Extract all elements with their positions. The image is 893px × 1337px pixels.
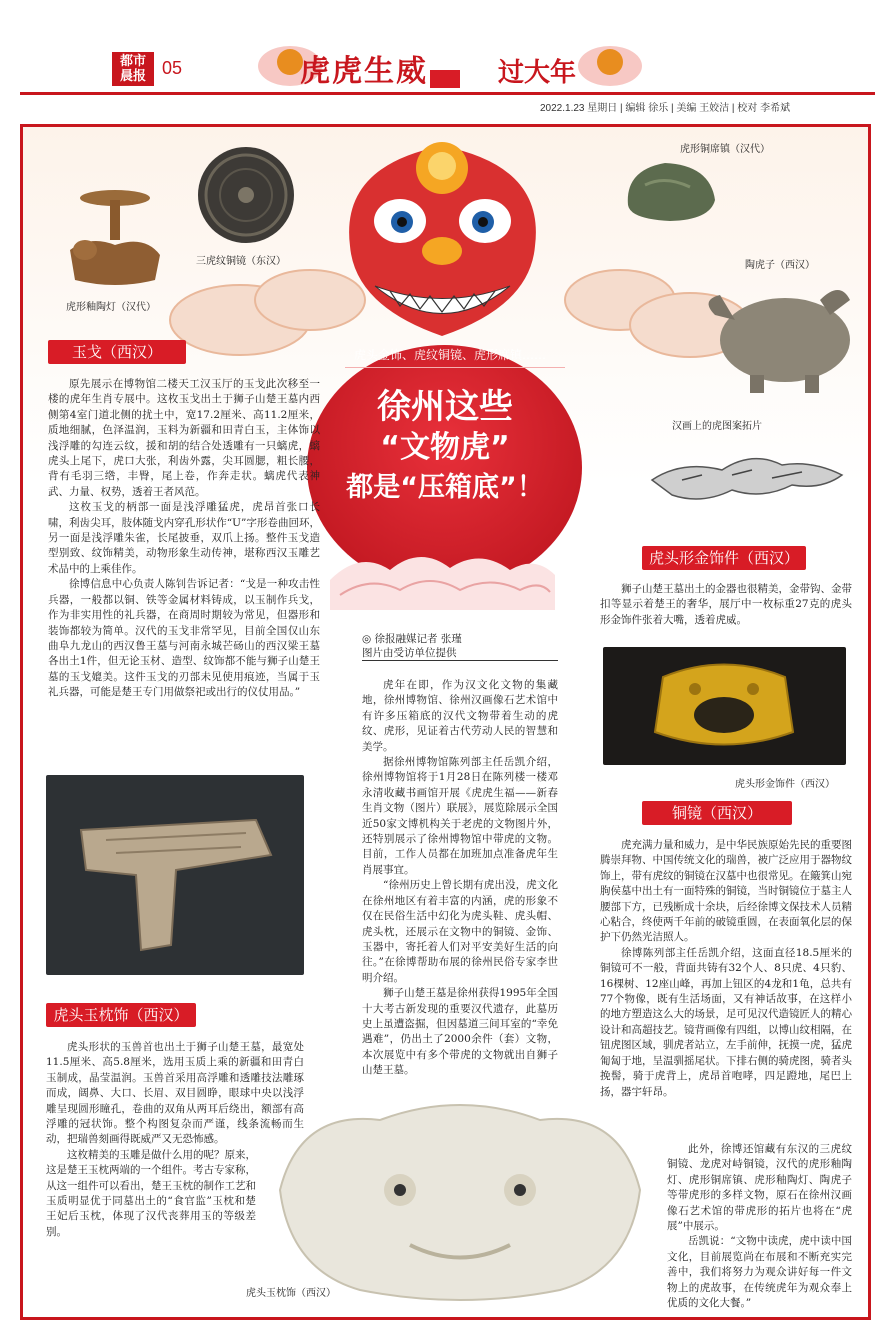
- jade-ge-article: [48, 377, 320, 701]
- lion-head-illustration: [330, 126, 555, 346]
- bronze-mirror-paragraph-2: 徐博陈列部主任岳凯介绍，这面直径18.5厘米的铜镜可不一般，背面共铸有32个人、8只虎、4只豹、16棵树、12座山峰，再加上钮区的4龙和1龟，总共有77个物像，既有生活场面，又有神话故事，在这样小的地方塑造这么大的场景，足可见汉代造镜匠人的精心设计和高超技艺。镜背画像有四组，以博山纹相隔，在钮虎图区域，驯虎者站立，左手前伸，抚摸一虎，猛虎匍匐于地，呈温驯摇尾状。下排右侧的骑虎图，骑者头挽髻，骑于虎背上，虎昂首咆哮，四足蹬地，尾巴上扬，器宇轩昂。: [600, 946, 852, 1098]
- jade-ge-paragraph-2: 这枚玉戈的柄部一面是浅浮雕猛虎，虎昂首张口长啸，利齿尖耳，肢体随戈内穿孔形状作“U”字形卷曲回环，另一面是浅浮雕朱雀，长尾披垂，双爪上扬。整件玉戈造型别致、纹饰精美，动物形象生动传神，堪称西汉玉雕艺术品中的上乘佳作。: [48, 501, 320, 575]
- logo-line-1: 都市: [119, 54, 146, 69]
- bronze-mirror-heading: 铜镜（西汉）: [642, 801, 792, 825]
- page-number: 05: [162, 58, 183, 78]
- bronze-mirror-article: [600, 838, 852, 1100]
- headline-kicker: 虎头金饰、虎纹铜镜、虎形席镇……: [353, 348, 546, 362]
- jade-ge-heading: 玉戈（西汉）: [48, 340, 186, 364]
- mat-weight-caption: 虎形铜席镇（汉代）: [680, 144, 770, 155]
- banner-title: 虎虎生威: [300, 54, 428, 89]
- jade-pillow-heading: 虎头玉枕饰（西汉）: [46, 1003, 196, 1027]
- gold-fitting-caption: 虎头形金饰件（西汉）: [735, 779, 835, 790]
- credit-line: 2022.1.23 星期日 | 编辑 徐乐 | 美编 王姣洁 | 校对 李希斌: [540, 103, 791, 114]
- center-article: [362, 678, 558, 1079]
- center-paragraph-3: “徐州历史上曾长期有虎出没，虎文化在徐州地区有着丰富的内涵，虎的形象不仅在民俗生活中幻化为虎头鞋、虎头帽、虎头枕，还展示在文物中的铜镜、金饰、玉器中，寄托着人们对平安美好生活的向往。”在徐博帮助布展的徐州民俗专家李世明介绍。: [362, 879, 558, 984]
- jade-pillow-paragraph-1: 虎头形状的玉兽首也出土于狮子山楚王墓，最宽处11.5厘米、高5.8厘米，选用玉质上乘的新疆和田青白玉制成，晶莹温润。玉兽首采用高浮雕和透雕技法雕琢而成，阔鼻、大口、长眉、双目圆睁，眼球中央以浅浮雕呈现圆形瞳孔，卷曲的双角从两耳后绕出，额部有高浮雕的冠状饰。整个构图复杂而严谨，线条流畅而生动，把瑞兽刻画得既威严又无恐怖感。: [46, 1041, 304, 1146]
- gold-fitting-article: [600, 582, 852, 628]
- wave-decoration: [330, 540, 555, 610]
- rubbing-caption: 汉画上的虎图案拓片: [672, 421, 762, 432]
- kicker-rule: [345, 367, 565, 368]
- center-paragraph-4: 狮子山楚王墓是徐州获得1995年全国十大考古新发现的重要汉代遗存，此墓历史上虽遭盗掘，但因墓道三间耳室的“幸免遇难”，仍出土了2000余件（套）文物，本次展览中有多个带虎的文物就出自狮子山楚王墓。: [362, 987, 558, 1077]
- byline-rule: [362, 660, 558, 661]
- pottery-tiger-photo: [690, 270, 860, 400]
- center-paragraph-1: 虎年在即，作为汉文化文物的集藏地，徐州博物馆、徐州汉画像石艺术馆中有许多压箱底的汉代文物带着生动的虎纹、虎形，见证着古代劳动人民的智慧和美学。: [362, 679, 558, 753]
- newspaper-logo: [112, 52, 154, 86]
- headline-line-3: 都是“压箱底”！: [346, 472, 544, 503]
- byline: [362, 632, 552, 660]
- byline-photo-credit: 图片由受访单位提供: [362, 647, 457, 659]
- logo-line-2: 晨报: [119, 69, 146, 84]
- jade-ge-paragraph-1: 原先展示在博物馆二楼天工汉玉厅的玉戈此次移至一楼的虎年生肖专展中。这枚玉戈出土于狮子山楚王墓内西侧第4室门道北侧的扰土中，宽17.2厘米、高11.2厘米，质地细腻，色泽温润，玉料为新疆和田青白玉，主体饰以浅浮雕的勾连云纹，援和胡的结合处透雕有一只螭虎，螭虎头上尾下，虎口大张，利齿外露，尖耳圆腮，粗长腰，背有毛羽三绺，丰臀，尾上卷，作奔走状。螭虎代表神武、力量、权势，透着王者风范。: [48, 378, 320, 498]
- bronze-mirror-article-continued: [667, 1142, 852, 1311]
- bronze-mirror-paragraph-4: 岳凯说：“文物中读虎，虎中读中国文化，目前展览尚在布展和不断充实完善中，我们将努力为观众讲好每一件文物上的虎故事，在传统虎年为观众奉上优质的文化大餐。”: [667, 1235, 852, 1310]
- gold-fitting-photo: [603, 647, 846, 765]
- center-paragraph-2: 据徐州博物馆陈列部主任岳凯介绍，徐州博物馆将于1月28日在陈列楼一楼邓永清收藏书画馆开展《虎虎生福——新春生肖文物（图片）联展》，展览除展示全国近50家文博机构关于老虎的文物图片外，还特别展示了徐州博物馆中带虎的文物。目前，工作人员都在加班加点准备虎年生肖展事宜。: [362, 756, 558, 876]
- header-rule: [20, 92, 875, 95]
- jade-pillow-photo: [260, 1070, 660, 1310]
- jade-ge-paragraph-3: 徐博信息中心负责人陈钊告诉记者：“戈是一种攻击性兵器，一般都以铜、铁等金属材料铸成，以玉制作兵戈，作为非实用性的礼兵器，在商周时期较为常见，但器形和装饰都较为简单。汉代的玉戈非常罕见，目前全国仅山东曲阜九龙山的西汉鲁王墓与河南永城芒砀山的西汉梁王墓各出土1件，但无论玉材、造型、纹饰都不能与狮子山楚王墓的玉戈媲美。这件玉戈的刃部未见使用痕迹，当属于玉礼兵器，可能是楚王专门用做祭祀或出行的仪仗用品。”: [48, 578, 320, 699]
- bronze-mirror-paragraph-3: 此外，徐博还馆藏有东汉的三虎纹铜镜、龙虎对峙铜镜，汉代的虎形釉陶灯、虎形铜席镇、虎形釉陶灯、陶虎子等带虎形的多样文物，原石在徐州汉画像石艺术馆的带虎形的拓片也将在“虎展”中展示。: [667, 1143, 852, 1233]
- headline: [320, 386, 570, 508]
- pillow-caption: 虎头玉枕饰（西汉）: [246, 1288, 336, 1299]
- headline-line-1: 徐州这些: [377, 387, 513, 427]
- gold-fitting-heading: 虎头形金饰件（西汉）: [642, 546, 806, 570]
- bronze-mirror-paragraph-1: 虎充满力量和威力，是中华民族原始先民的重要图腾崇拜物、中国传统文化的瑞兽，被广泛应用于器物纹饰上，带有虎纹的铜镜在汉墓中也很常见。在簸箕山宛朐侯墓中出土有一面特殊的铜镜，当时铜镜位于墓主人腰部下方，已残断成十余块，后经徐博文保技术人员精心粘合，终使两千年前的破镜重圆，在表面氧化层的保护下仍然光洁照人。: [600, 839, 852, 944]
- east-han-mirror-photo: [196, 145, 296, 245]
- jade-pillow-paragraph-2: 这枚精美的玉雕是做什么用的呢？原来，这是楚王玉枕两端的一个组件。考古专家称，从这一组件可以看出，楚王玉枕的制作工艺和玉质明显优于同墓出土的“食官监”玉枕和楚王妃后玉枕，体现了汉代丧葬用玉的等级差别。: [46, 1148, 256, 1238]
- lamp-photo: [60, 180, 170, 295]
- gold-fitting-paragraph: 狮子山楚王墓出土的金器也很精美，金带钩、金带扣等显示着楚王的奢华，展厅中一枚标重27克的虎头形金饰件张着大嘴，透着虎威。: [600, 583, 852, 626]
- pottery-tiger-caption: 陶虎子（西汉）: [745, 260, 815, 271]
- lamp-caption: 虎形釉陶灯（汉代）: [66, 302, 156, 313]
- east-han-mirror-caption: 三虎纹铜镜（东汉）: [196, 256, 286, 267]
- jade-ge-photo: [46, 775, 304, 975]
- rubbing-image: [642, 440, 852, 515]
- banner-subtitle: 过大年: [498, 58, 577, 88]
- headline-line-2: “文物虎”: [380, 430, 510, 465]
- byline-reporter: ◎ 徐报融媒记者 张瑾: [362, 633, 462, 645]
- mat-weight-photo: [620, 155, 720, 225]
